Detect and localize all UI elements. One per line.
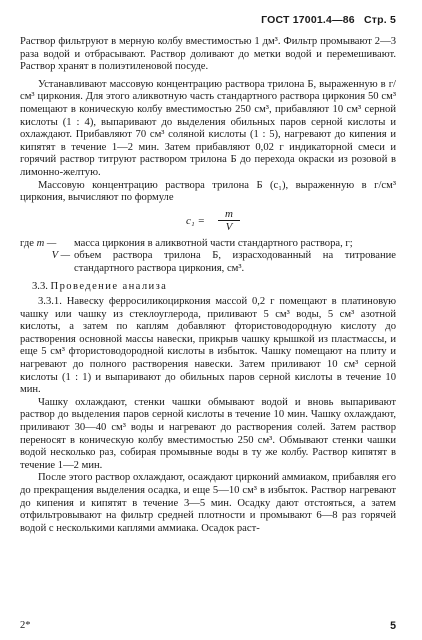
footer-page-number: 5 bbox=[390, 620, 396, 632]
paragraph-concentration-setup: Устанавливают массовую концентрацию раствора трилона Б, выраженную в г/см³ циркония. Для этого аликвотную часть стандартного раствора циркония 50 см³ помещают в коническую колбу вместимостью 250 см³, прибавляют 10 см³ серной кислоты (1 : 4), выпаривают до выделения обильных паров серной кислоты и охлаждают. Прибавляют 70 см³ соляной кислоты (1 : 5), нагревают до кипения и кипятят в течение 1—2 мин. Затем прибавляют 0,02 г индикаторной смеси и горячий раствор титруют раствором трилона Б до перехода окраски из розовой в лимонно-желтую. bbox=[20, 78, 396, 178]
legend-row-v bbox=[20, 250, 396, 275]
paragraph-sample-dissolution: 3.3.1. Навеску ферросиликоциркония массой 0,2 г помещают в платиновую чашку или чашку из стеклоуглерода, приливают 5 см³ воды, 5 см³ азотной кислоты, а затем по каплям добавляют фтористоводородную кислоту до растворения основной массы навески, прикрыв чашку крышкой из пластмассы, и еще 5 см³ фтористоводородной кислоты в избыток. Чашку помещают на плиту и нагревают до полного растворения навески. Затем приливают 10 см³ серной кислоты (1 : 1) и выпаривают до обильных паров серной кислоты в течение 10 мин. bbox=[20, 296, 396, 396]
page-header bbox=[20, 14, 396, 26]
page-label: Стр. 5 bbox=[363, 14, 396, 26]
section-title: Проведение анализа bbox=[50, 280, 168, 292]
formula-denominator: V bbox=[225, 220, 233, 233]
formula-numerator: m bbox=[218, 208, 240, 221]
section-heading bbox=[32, 281, 396, 294]
footer-signature: 2* bbox=[20, 620, 31, 631]
standard-number: ГОСТ 17001.4—86 bbox=[261, 14, 355, 26]
legend-lead: где m — bbox=[20, 237, 57, 249]
formula-lhs: c₁ = bbox=[186, 214, 205, 227]
formula-legend bbox=[20, 238, 396, 276]
paragraph-formula-intro: Массовую концентрацию раствора трилона Б (c₁), выраженную в г/см³ циркония, вычисляют по формуле bbox=[20, 179, 396, 204]
section-number: 3.3. bbox=[32, 280, 48, 292]
paragraph-solution-storage: Раствор фильтруют в мерную колбу вместимостью 1 дм³. Фильтр промывают 2—3 раза водой и отбрасывают. Раствор доливают до метки водой и перемешивают. Раствор хранят в полиэтиленовой посуде. bbox=[20, 36, 396, 73]
legend-row-m bbox=[20, 238, 396, 251]
legend-v-text: объем раствора трилона Б, израсходованный на титрование стандартного раствора циркония, см³. bbox=[74, 250, 396, 274]
formula-fraction bbox=[218, 208, 240, 233]
concentration-formula bbox=[20, 208, 396, 234]
legend-v-symbol: V — bbox=[51, 250, 70, 262]
page-footer bbox=[20, 620, 396, 632]
paragraph-precipitation: После этого раствор охлаждают, осаждают цирконий аммиаком, прибавляя его до прекращения выделения осадка, и еще 5—10 см³ в избыток. Раствор нагревают до кипения и кипятят в течение 3—5 мин. Осадку дают отстояться, а затем отфильтровывают на фильтр средней плотности и промывают 6—8 раз горячей водой с несколькими каплями аммиака. Осадок раст- bbox=[20, 472, 396, 534]
paragraph-evaporation: Чашку охлаждают, стенки чашки обмывают водой и вновь выпаривают раствор до выделения паров серной кислоты в течение 10 мин. Чашку охлаждают, приливают 30—40 см³ воды и нагревают до растворения солей. Затем раствор переносят в коническую колбу вместимостью 250 см³. Обмывают стенки чашки водой несколько раз, собирая промывные воды в ту же колбу. Раствор кипятят в течение 1—2 мин. bbox=[20, 396, 396, 471]
legend-m-text: масса циркония в аликвотной части стандартного раствора, г; bbox=[74, 237, 353, 249]
